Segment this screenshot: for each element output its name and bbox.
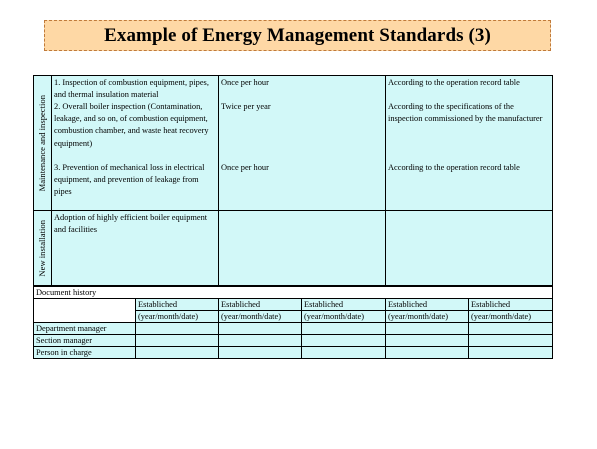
history-column-header: Establiched: [219, 299, 302, 311]
history-cell: [136, 347, 219, 359]
history-label-row: [34, 287, 553, 299]
history-cell: [386, 347, 469, 359]
history-column-header: Establiched: [469, 299, 553, 311]
history-row-department-manager: [34, 323, 553, 335]
history-cell: [302, 347, 386, 359]
history-row-person-in-charge: [34, 347, 553, 359]
note-1: According to the operation record table: [388, 78, 520, 87]
history-cell: [219, 323, 302, 335]
history-cell: [219, 347, 302, 359]
history-column-header: Establiched: [386, 299, 469, 311]
note-cell: [386, 211, 553, 286]
frequency-2: Twice per year: [221, 102, 271, 111]
note-2: According to the specifications of the inspection commissioned by the manufacturer: [388, 102, 543, 124]
history-row-section-manager: [34, 335, 553, 347]
document-history-label: Document history: [34, 287, 553, 299]
side-label-cell: [34, 211, 52, 286]
history-cell: [136, 335, 219, 347]
items-cell: [52, 211, 219, 286]
history-cell: [469, 335, 553, 347]
document-history-table: [33, 286, 553, 359]
history-column-header: (year/month/date): [469, 311, 553, 323]
item-3: 3. Prevention of mechanical loss in electrical equipment, and prevention of leakage from pipes: [54, 163, 205, 197]
frequency-3: Once per hour: [221, 163, 269, 172]
note-cell: [386, 76, 553, 211]
side-label-cell: [34, 76, 52, 211]
history-column-header: (year/month/date): [302, 311, 386, 323]
history-cell: [469, 347, 553, 359]
standards-sheet: [33, 75, 552, 359]
side-label: New installation: [37, 219, 48, 277]
history-column-header: (year/month/date): [219, 311, 302, 323]
history-cell: [302, 323, 386, 335]
history-column-header: Establiched: [136, 299, 219, 311]
frequency-1: Once per hour: [221, 78, 269, 87]
item-2: 2. Overall boiler inspection (Contamination, leakage, and so on, of combustion equipment, combustion chamber, and waste heat recovery equipment): [54, 102, 209, 148]
history-cell: [302, 335, 386, 347]
history-cell: [386, 335, 469, 347]
item-1: 1. Inspection of combustion equipment, pipes, and thermal insulation material: [54, 78, 209, 100]
standards-table: [33, 75, 553, 286]
history-cell: [136, 323, 219, 335]
history-row-label: Section manager: [34, 335, 136, 347]
item-new-installation: Adoption of highly efficient boiler equipment and facilities: [54, 213, 208, 235]
items-cell: [52, 76, 219, 211]
section-maintenance-row: [34, 76, 553, 211]
page-title: Example of Energy Management Standards (3): [44, 20, 551, 51]
history-cell: [386, 323, 469, 335]
history-corner-cell: [34, 299, 136, 323]
history-column-header: Establiched: [302, 299, 386, 311]
history-row-label: Person in charge: [34, 347, 136, 359]
history-header-row: [34, 299, 553, 311]
history-column-header: (year/month/date): [386, 311, 469, 323]
history-cell: [469, 323, 553, 335]
section-new-installation-row: [34, 211, 553, 286]
history-cell: [219, 335, 302, 347]
note-3: According to the operation record table: [388, 163, 520, 172]
frequency-cell: [219, 211, 386, 286]
history-column-header: (year/month/date): [136, 311, 219, 323]
history-row-label: Department manager: [34, 323, 136, 335]
side-label: Maintenance and inspection: [37, 94, 48, 192]
frequency-cell: [219, 76, 386, 211]
